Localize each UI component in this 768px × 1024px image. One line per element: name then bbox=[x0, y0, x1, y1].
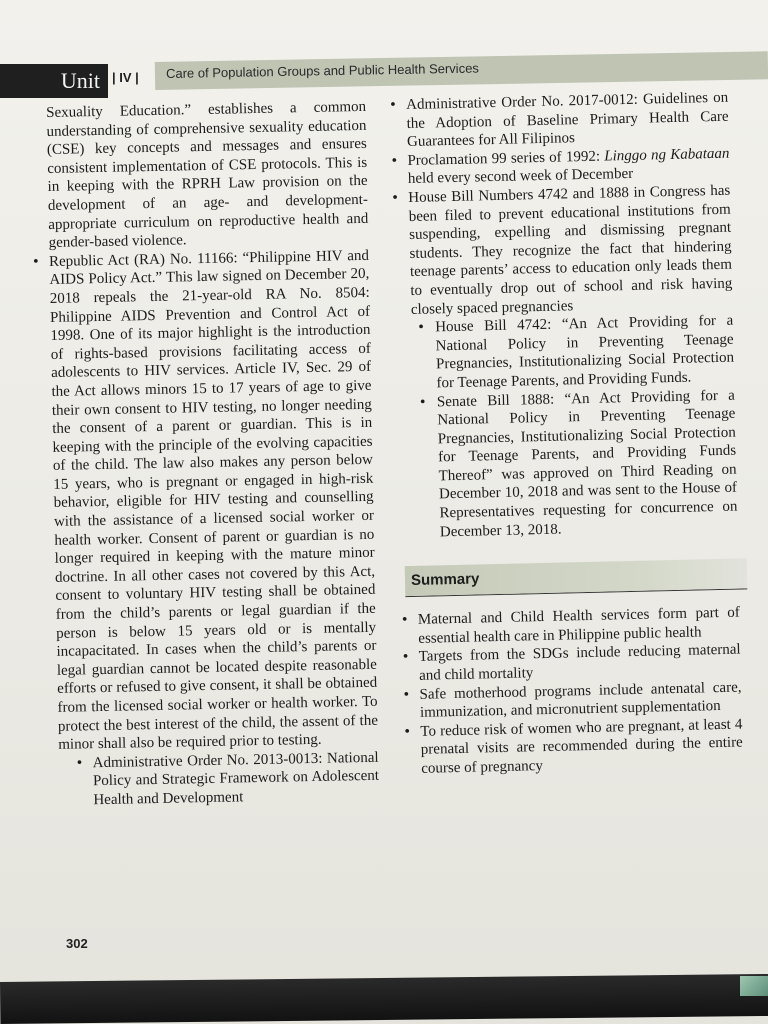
list-item-house-bill-4742: • House Bill 4742: “An Act Providing for a National Policy in Preventing Teenage Pregnancies, Institutionalizing Social Protection for Teenage Parents, and Providing Funds. bbox=[435, 312, 735, 393]
summary-item: • Safe motherhood programs include antenatal care, immunization, and micronutrient supplementation bbox=[419, 678, 742, 722]
list-item-house-bills bbox=[408, 182, 738, 542]
right-column bbox=[406, 89, 743, 779]
house-bills-text: House Bill Numbers 4742 and 1888 in Congress has been filed to prevent educational institutions from suspending, expelling and dismissing pregnant students. They recognize the fact that hindering teenage parents’ access to education only leads them to eventually drop out of school and risk having closely spaced pregnancies bbox=[408, 182, 733, 318]
list-item-ao-2017-0012: • Administrative Order No. 2017-0012: Guidelines on the Adoption of Baseline Primary Health Care Guarantees for All Filipinos bbox=[406, 89, 729, 152]
summary-list bbox=[418, 604, 744, 779]
linggo-ng-kabataan: Linggo ng Kabataan bbox=[604, 145, 730, 165]
left-sub-bullet-list bbox=[58, 749, 379, 811]
right-bullet-list bbox=[406, 89, 738, 542]
left-bullet-list bbox=[49, 247, 379, 755]
page-number: 302 bbox=[66, 936, 88, 951]
summary-item: • Maternal and Child Health services form part of essential health care in Philippine public health bbox=[418, 604, 741, 648]
proclamation-text: Proclamation 99 series of 1992: bbox=[407, 148, 605, 169]
summary-item: • Targets from the SDGs include reducing maternal and child mortality bbox=[419, 641, 742, 685]
cse-paragraph: Sexuality Education.” establishes a common understanding of comprehensive sexuality education (CSE) key concepts and messages and ensures consistent implementation of CSE protocols. This is in keeping with the RPRH Law provision on the development of an age- and development-appropriate curriculum on reproductive health and gender-based violence. bbox=[46, 98, 369, 252]
house-bills-sub-list bbox=[411, 312, 738, 542]
page-bottom-shadow bbox=[0, 974, 768, 1024]
proclamation-text-end: held every second week of December bbox=[407, 166, 634, 188]
unit-number: | IV | bbox=[112, 70, 139, 85]
chapter-title: Care of Population Groups and Public Health Services bbox=[165, 60, 479, 81]
summary-item: • To reduce risk of women who are pregnant, at least 4 prenatal visits are recommended during the entire course of pregnancy bbox=[420, 715, 743, 778]
unit-tab: Unit bbox=[0, 64, 108, 98]
left-column bbox=[46, 98, 380, 811]
list-item-senate-bill-1888: • Senate Bill 1888: “An Act Providing for a National Policy in Preventing Teenage Pregnancies, Institutionalizing Social Protection for Teenage Parents, and Providing Funds Thereof” was approved on Third Reading on December 10, 2018 and was sent to the House of Representatives requesting for concurrence on December 13, 2018. bbox=[437, 386, 738, 541]
summary-heading: Summary bbox=[410, 570, 480, 590]
list-item-ra-11166: • Republic Act (RA) No. 11166: “Philippine HIV and AIDS Policy Act.” This law signed on December 20, 2018 repeals the 21-year-old RA No. 8504: Philippine AIDS Prevention and Control Act of 1998. One of its major highlight is the introduction of rights-based provisions facilitating access of adolescents to HIV services. Article IV, Sec. 29 of the Act allows minors 15 to 17 years of age to give their own consent to HIV testing, no longer needing the consent of a parent or guardian. This is in keeping with the principle of the evolving capacities of the child. The law also makes any person below 15 years, who is pregnant or engaged in high-risk behavior, eligible for HIV testing and counselling with the assistance of a licensed social worker or health worker. Consent of parent or guardian is no longer required in keeping with the mature minor doctrine. In all other cases not covered by this Act, consent to voluntary HIV testing shall be obtained from the child’s parents or legal guardian if the person is below 15 years old or is mentally incapacitated. In cases when the child’s parents or legal guardian cannot be located despite reasonable efforts or refused to give consent, it shall be obtained from the licensed social worker or health worker. To protect the best interest of the child, the assent of the minor shall also be required prior to testing. bbox=[49, 247, 379, 755]
corner-artifact bbox=[740, 976, 768, 996]
list-item-ao-2013-0013: • Administrative Order No. 2013-0013: National Policy and Strategic Framework on Adolescent Health and Development bbox=[92, 749, 379, 810]
